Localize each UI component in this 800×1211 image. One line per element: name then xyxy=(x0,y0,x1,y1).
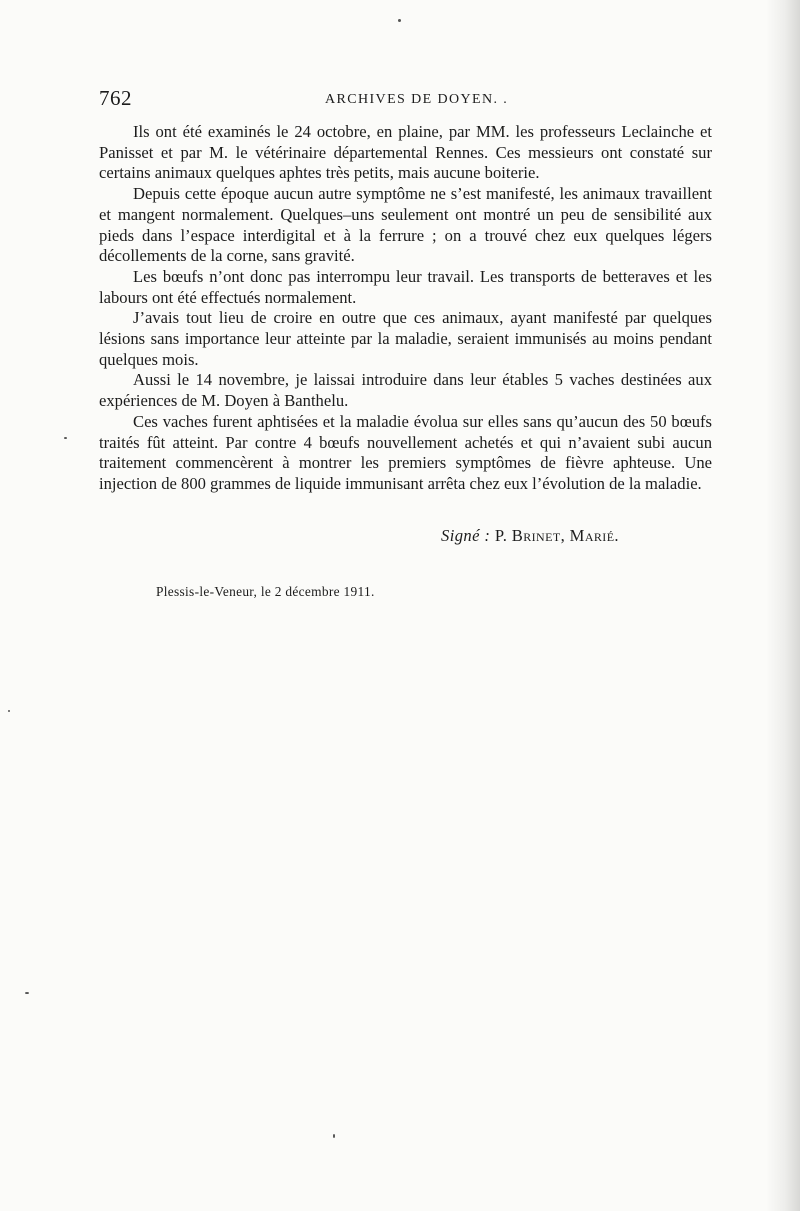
signature xyxy=(441,526,619,546)
scan-speck xyxy=(8,710,10,712)
body-text xyxy=(99,122,712,495)
paragraph: Ils ont été examinés le 24 octobre, en plaine, par MM. les professeurs Leclainche et Panisset et par M. le vétérinaire départemental Rennes. Ces messieurs ont constaté sur certains animaux quelques aphtes très petits, mais aucune boiterie. xyxy=(99,122,712,183)
scan-speck xyxy=(25,992,29,994)
signature-label: Signé : xyxy=(441,526,491,545)
signature-names: P. Brinet, Marié. xyxy=(494,526,619,545)
scan-edge-shadow xyxy=(766,0,800,1211)
paragraph: J’avais tout lieu de croire en outre que ces animaux, ayant manifesté par quelques lésions sans importance leur atteinte par la maladie, seraient immunisés au moins pendant quelques mois. xyxy=(99,308,712,369)
scan-speck xyxy=(333,1134,335,1138)
paragraph: Aussi le 14 novembre, je laissai introduire dans leur étables 5 vaches destinées aux expériences de M. Doyen à Banthelu. xyxy=(99,370,712,411)
paragraph: Ces vaches furent aphtisées et la maladie évolua sur elles sans qu’aucun des 50 bœufs traités fût atteint. Par contre 4 bœufs nouvellement achetés et qui n’avaient subi aucun traitement commencèrent à montrer les premiers symptômes de fièvre aphteuse. Une injection de 800 grammes de liquide immunisant arrêta chez eux l’évolution de la maladie. xyxy=(99,411,712,493)
paragraph: Depuis cette époque aucun autre symptôme ne s’est manifesté, les animaux travaillent et mangent normalement. Quelques–uns seulement ont montré un peu de sensibilité aux pieds dans l’espace interdigital et à la ferrure ; on a trouvé chez eux quelques légers décollements de la corne, sans gravité. xyxy=(99,184,712,266)
paragraph: Les bœufs n’ont donc pas interrompu leur travail. Les transports de betteraves et les labours ont été effectués normalement. xyxy=(99,266,712,307)
scan-speck xyxy=(64,437,67,439)
scan-speck xyxy=(398,19,401,22)
page-header xyxy=(99,86,699,110)
page-number: 762 xyxy=(99,86,132,110)
place-date: Plessis-le-Veneur, le 2 décembre 1911. xyxy=(156,584,375,599)
running-head: ARCHIVES DE DOYEN. . xyxy=(325,92,509,107)
